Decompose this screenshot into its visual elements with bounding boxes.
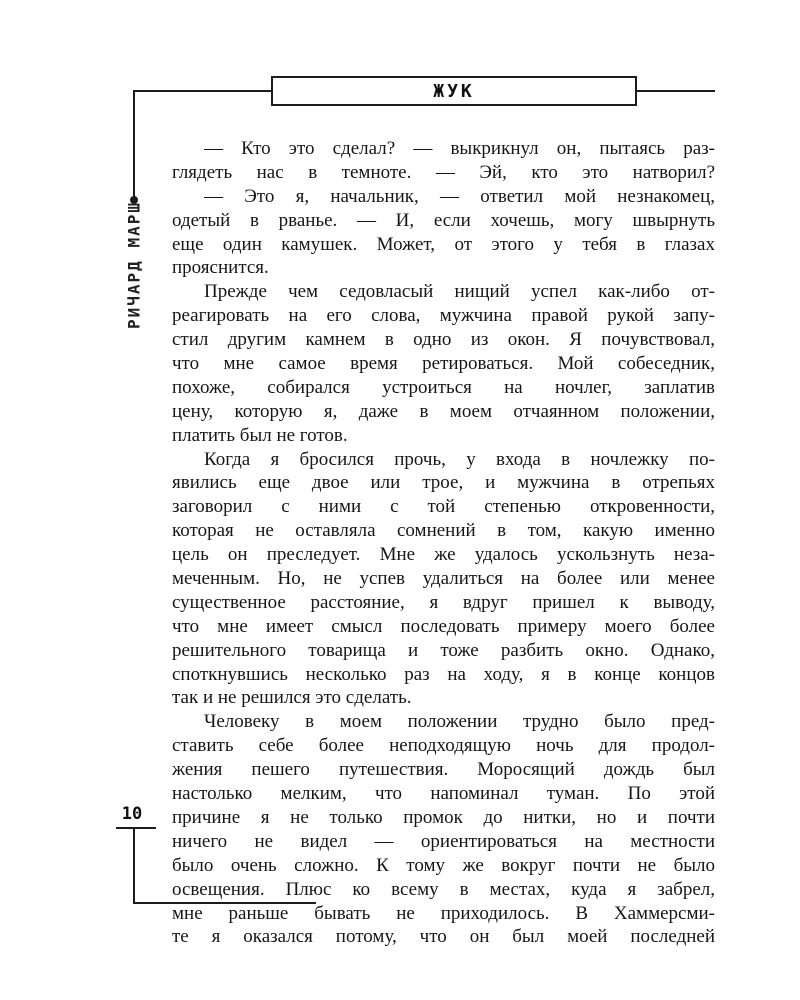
text-line: что мне имеет смысл последовать примеру моего более <box>172 615 715 637</box>
text-line: стил другим камнем в одно из окон. Я почувствовал, <box>172 329 715 351</box>
text-line: — Это я, начальник, — ответил мой незнакомец, <box>204 185 715 207</box>
text-line: которая не оставляла сомнений в том, какую именно <box>172 520 715 542</box>
page-number: 10 <box>121 804 143 824</box>
text-line: ставить себе более неподходящую ночь для продол- <box>172 735 715 757</box>
running-title: ЖУК <box>271 76 637 106</box>
text-line: Человеку в моем положении трудно было пред- <box>204 711 715 733</box>
text-line: явились еще двое или трое, и мужчина в отрепьях <box>172 472 715 494</box>
text-line: те я оказался потому, что он был моей последней <box>172 926 715 948</box>
text-line: настолько мелким, что напоминал туман. По этой <box>172 783 715 805</box>
text-line: Прежде чем седовласый нищий успел как-либо от- <box>204 281 715 303</box>
text-line: освещения. Плюс ко всему в местах, куда я забрел, <box>172 878 715 900</box>
author-name: РИЧАРД МАРШ <box>124 201 144 329</box>
text-line: существенное расстояние, я вдруг пришел к выводу, <box>172 591 715 613</box>
text-line: Когда я бросился прочь, у входа в ночлежку по- <box>204 448 715 470</box>
text-line: похоже, собирался устроиться на ночлег, заплатив <box>172 376 715 398</box>
top-rule-left <box>134 90 272 92</box>
text-line: ничего не видел — ориентироваться на местности <box>172 830 715 852</box>
text-line: прояснится. <box>172 257 269 279</box>
text-line: глядеть нас в темноте. — Эй, кто это натворил? <box>172 161 715 183</box>
text-line: мне раньше бывать не приходилось. В Хаммерсми- <box>172 902 715 924</box>
text-line: реагировать на его слова, мужчина правой рукой запу- <box>172 305 715 327</box>
text-line: платить был не готов. <box>172 424 348 446</box>
top-rule-right <box>636 90 715 92</box>
text-line: цель он преследует. Мне же удалось ускользнуть неза- <box>172 544 715 566</box>
text-line: — Кто это сделал? — выкрикнул он, пытаясь раз- <box>204 138 715 159</box>
text-line: жения пешего путешествия. Моросящий дождь был <box>172 759 715 781</box>
text-line: споткнувшись несколько раз на ходу, я в конце концов <box>172 663 715 685</box>
text-line: цену, которую я, даже в моем отчаянном положении, <box>172 400 715 422</box>
text-line: решительного товарища и тоже разбить окно. Однако, <box>172 639 715 661</box>
text-line: одетый в рванье. — И, если хочешь, могу швырнуть <box>172 209 715 231</box>
left-rule-top <box>133 90 135 200</box>
page-number-underline <box>116 827 156 829</box>
text-line: так и не решился это сделать. <box>172 687 412 709</box>
left-rule-bottom <box>133 827 135 903</box>
body-text <box>172 137 715 949</box>
text-line: было очень сложно. К тому же вокруг почти не было <box>172 854 715 876</box>
text-line: что мне самое время ретироваться. Мой собеседник, <box>172 353 715 375</box>
text-line: еще один камушек. Может, от этого у тебя в глазах <box>172 233 715 255</box>
text-line: причине я не только промок до нитки, но и почти <box>172 806 715 828</box>
text-line: меченным. Но, не успев удалиться на более или менее <box>172 568 715 590</box>
text-line: заговорил с ними с той степенью откровенности, <box>172 496 715 518</box>
